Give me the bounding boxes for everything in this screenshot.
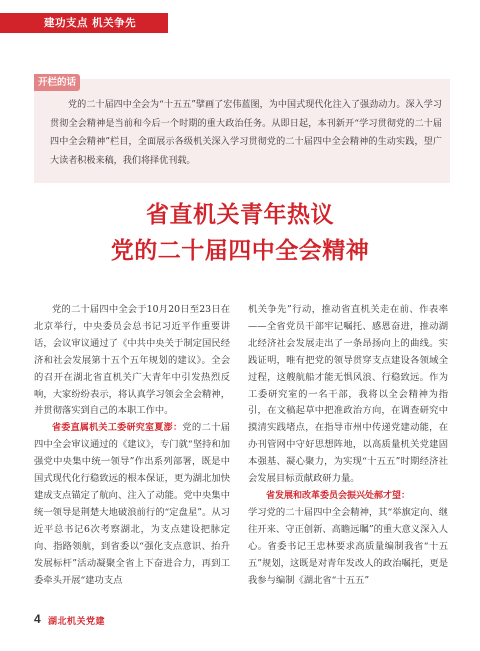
paragraph-xia-peng: [34, 420, 230, 589]
paragraph-continued: 机关争先”行动，推动省直机关走在前、作表率——全省党员干部牢记嘱托、感恩奋进，推动湖北经济社会发展走出了一条昂扬向上的曲线。实践证明，唯有把党的领导贯穿支点建设各领域全过程，这艘航船才能无惧风浪、行稳致远。作为工委研究室的一名干部，我将以全会精神为指引，在文稿起草中把准政治方向，在调查研究中摸清实践堵点，在指导市州中传递党建动能，在办刊管网中守好思想阵地，以高质量机关党建固本强基、凝心聚力，为实现“十五五”时期经济社会发展目标贡献政研力量。: [248, 304, 448, 485]
article-column-left: [34, 302, 230, 589]
page-number: 4: [34, 612, 41, 626]
speaker-name: 省委直属机关工委研究室夏澎：: [52, 423, 183, 434]
paragraph-hao-caiwang: [248, 488, 448, 505]
preface-text: 党的二十届四中全会为“十五五”擘画了宏伟蓝图，为中国式现代化注入了强劲动力。深入学习贯彻全会精神是当前和今后一个时期的重大政治任务。从即日起，本刊新开“学习贯彻党的二十届四中全会精神”栏目，全面展示各级机关深入学习贯彻党的二十届四中全会精神的生动实践，望广大读者积极来稿，我们将择优刊载。: [50, 100, 442, 166]
paragraph-body: 党的二十届四中全会审议通过的《建议》，专门就“坚持和加强党中央集中统一领导”作出系列部署，既是中国式现代化行稳致远的根本保证，更为湖北加快建成支点锚定了航向、注入了动能。党中央集中统一领导是荆楚大地破浪前行的“定盘星”。从习近平总书记6次考察湖北，为支点建设把脉定向、指路领航，到省委以“强化支点意识、抬升发展标杆”活动凝聚全省上下奋进合力，再到工委牵头开展“建功支点: [34, 422, 230, 586]
magazine-logo: 湖北机关党建: [48, 617, 106, 627]
speaker-name: 省发展和改革委员会振兴处郝才望：: [266, 490, 411, 501]
article-title-line-2: 党的二十届四中全会精神: [110, 237, 370, 264]
preface-tab: 开栏的话: [34, 74, 80, 91]
paragraph-intro: 党的二十届四中全会于10月20日至23日在北京举行，中央委员会总书记习近平作重要讲话，会议审议通过了《中共中央关于制定国民经济和社会发展第十五个五年规划的建议》。全会的召开在湖北省直机关广大青年中引发热烈反响，大家纷纷表示，将认真学习领会全会精神，并贯彻落实到自己的本职工作中。: [34, 304, 230, 417]
article-title-line-1: 省直机关青年热议: [146, 201, 334, 228]
paragraph-body: 学习党的二十届四中全会精神，其“举旗定向、继往开来、守正创新、高瞻远瞩”的重大意义深入人心。省委书记王忠林要求高质量编制我省“十五五”规划，这既是对青年发改人的政治嘱托，更是我参与编制《湖北省“十五五”: [248, 506, 448, 586]
section-tag: 建功支点 机关争先: [0, 13, 168, 33]
article-column-right: [248, 302, 448, 589]
